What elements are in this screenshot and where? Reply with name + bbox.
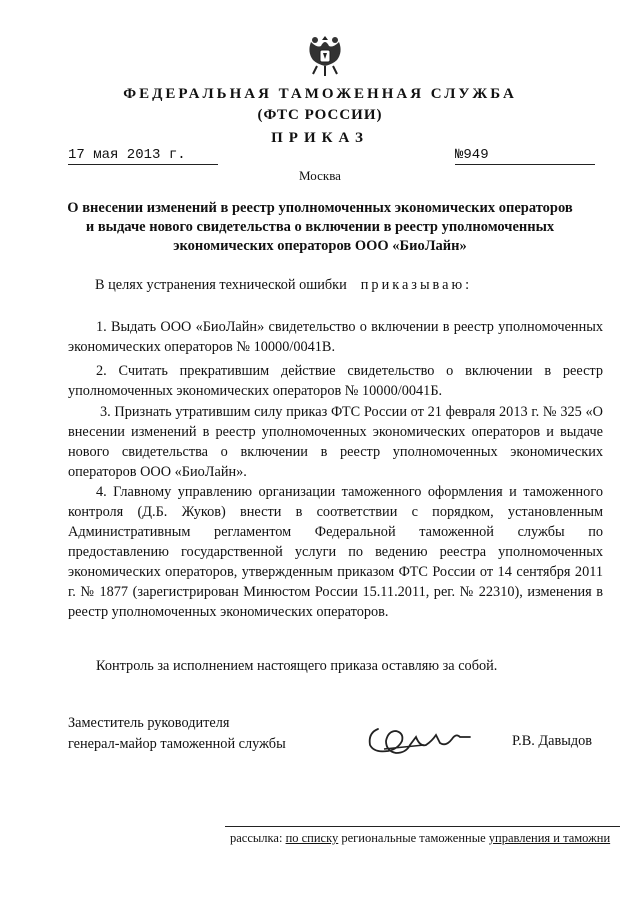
signatory-position — [68, 713, 286, 755]
preamble — [95, 277, 472, 294]
preamble-text: В целях устранения технической ошибки — [95, 277, 347, 293]
mailing-list — [230, 831, 610, 846]
document-type: ПРИКАЗ — [271, 130, 369, 146]
city: Москва — [299, 168, 341, 183]
position-line-1: Заместитель руководителя — [68, 715, 230, 731]
paragraph-item-1: 1. Выдать ООО «БиоЛайн» свидетельство о включении в реестр уполномоченных экономических операторов № 10000/0041В. — [68, 319, 603, 355]
agency-name: ФЕДЕРАЛЬНАЯ ТАМОЖЕННАЯ СЛУЖБА — [123, 86, 517, 102]
order-number: №949 — [455, 147, 595, 165]
preamble-verb: приказываю: — [360, 277, 473, 293]
mailing-part-1: по списку — [285, 831, 339, 845]
paragraph-item-3: 3. Признать утратившим силу приказ ФТС России от 21 февраля 2013 г. № 325 «О внесении изменений в реестр уполномоченных экономических операторов и выдаче нового свидетельства о включении в реестр уполномоченных экономических операторов ООО «БиоЛайн». — [68, 404, 603, 480]
mailing-part-2: региональные таможенные — [341, 831, 486, 845]
order-date: 17 мая 2013 г. — [68, 147, 218, 165]
signatory-name: Р.В. Давыдов — [512, 733, 593, 749]
agency-short-name: (ФТС РОССИИ) — [257, 107, 383, 123]
paragraph-item-2: 2. Считать прекратившим действие свидетельство о включении в реестр уполномоченных экономических операторов № 10000/0041Б. — [68, 363, 603, 399]
mailing-label: рассылка: — [230, 831, 283, 845]
document-title — [0, 199, 640, 256]
handwritten-signature — [360, 715, 500, 765]
title-line-3: экономических операторов ООО «БиоЛайн» — [173, 238, 467, 254]
control-clause: Контроль за исполнением настоящего приказа оставляю за собой. — [96, 658, 498, 674]
position-line-2: генерал-майор таможенной службы — [68, 736, 286, 752]
title-line-2: и выдаче нового свидетельства о включении в реестр уполномоченных — [85, 219, 555, 235]
mailing-divider — [225, 826, 620, 827]
coat-of-arms-emblem — [305, 32, 345, 80]
paragraph-item-4: 4. Главному управлению организации таможенного оформления и таможенного контроля (Д.Б. Жуков) внести в соответствии с порядком, установленным Административным регламентом Федеральной таможенной службы по предоставлению государственной услуги по ведению реестра уполномоченных экономических операторов, утвержденным приказом ФТС России от 14 сентября 2011 г. № 1877 (зарегистрирован Минюстом России 15.11.2011, рег. № 22310), изменения в реестр уполномоченных экономических операторов. — [68, 484, 603, 620]
mailing-part-3: управления и таможни — [488, 831, 611, 845]
title-line-1: О внесении изменений в реестр уполномоченных экономических операторов — [67, 200, 573, 216]
